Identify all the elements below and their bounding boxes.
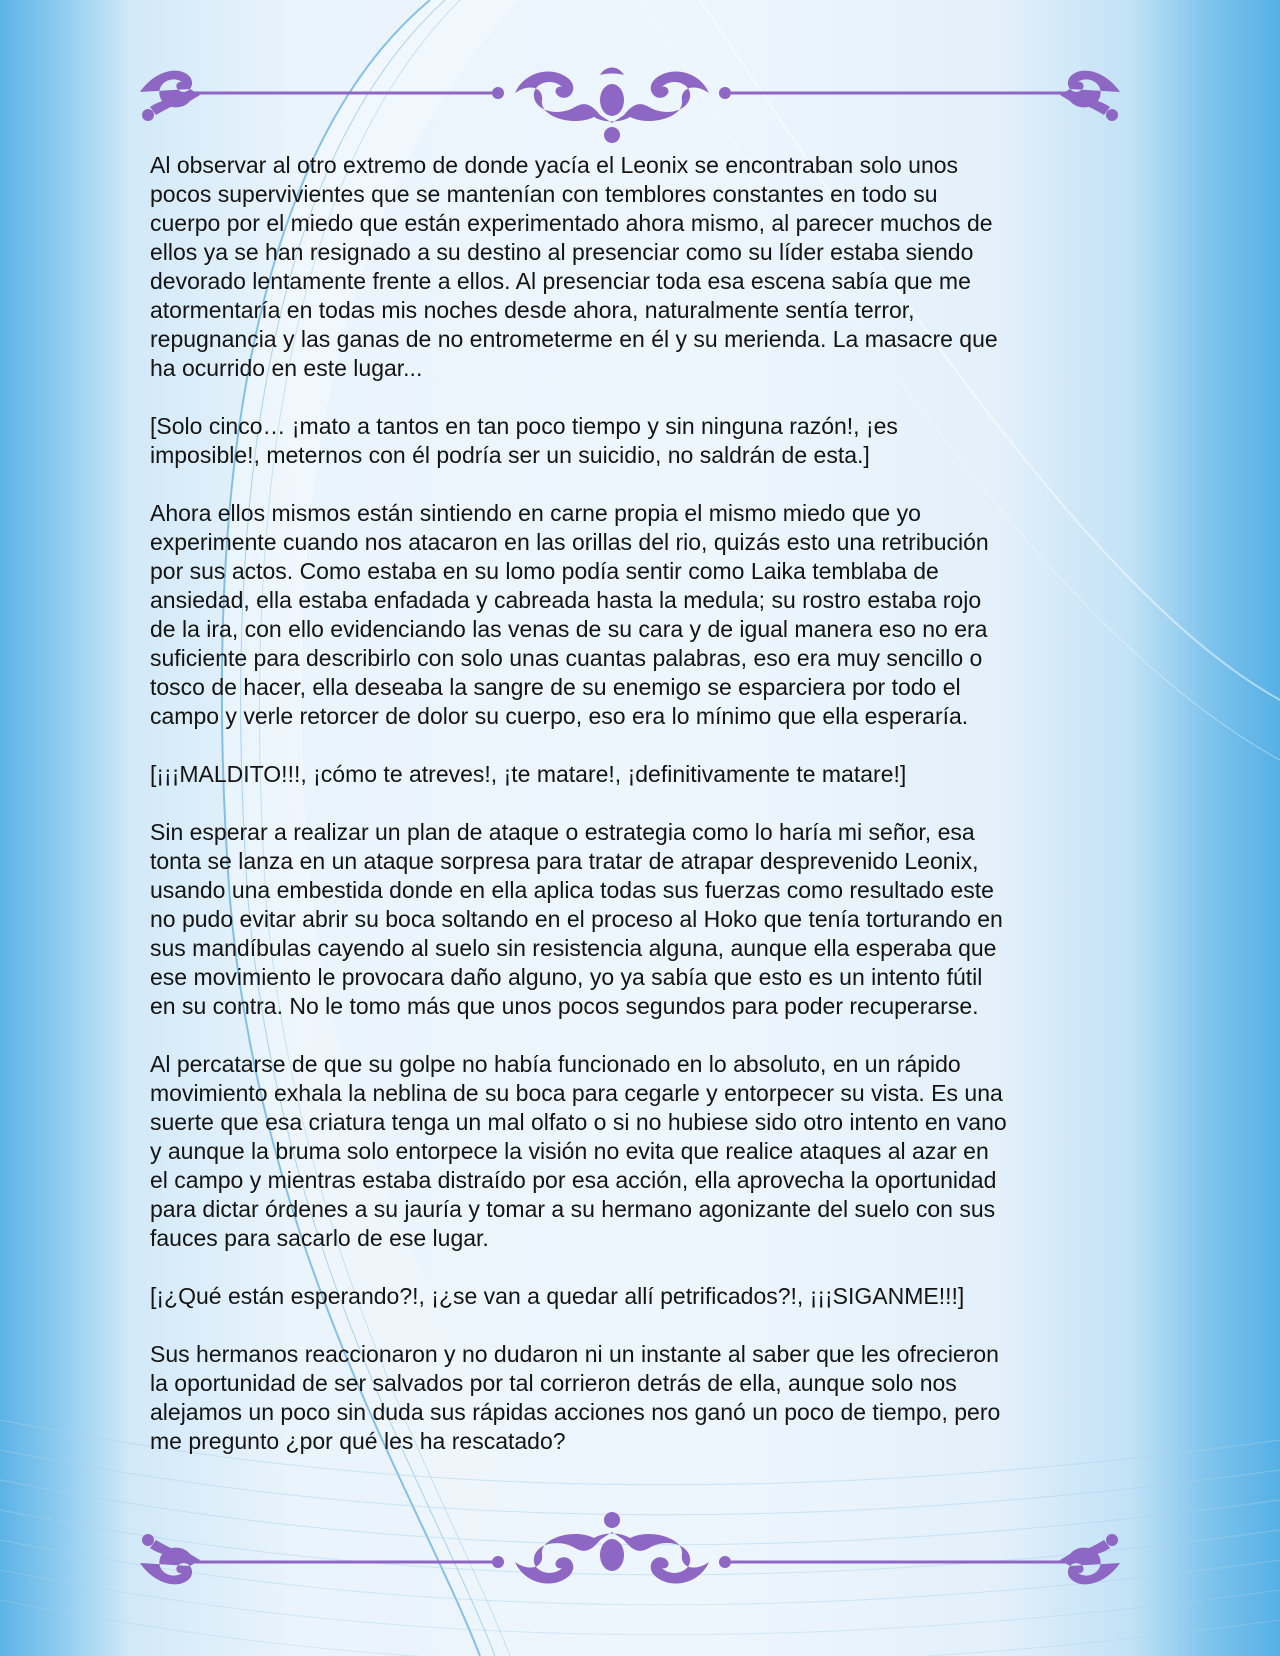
- paragraph: Ahora ellos mismos están sintiendo en carne propia el mismo miedo que yo experimente cuando nos atacaron en las orillas del rio, quizás esto una retribución por sus actos. Como estaba en su lomo podía sentir como Laika temblaba de ansiedad, ella estaba enfadada y cabreada hasta la medula; su rostro estaba rojo de la ira, con ello evidenciando las venas de su cara y de igual manera eso no era suficiente para describirlo con solo unas cuantas palabras, eso era muy sencillo o tosco de hacer, ella deseaba la sangre de su enemigo se esparciera por todo el campo y verle retorcer de dolor su cuerpo, eso era lo mínimo que ella esperaría.: [150, 500, 989, 729]
- scroll-divider-icon: [130, 1510, 1130, 1610]
- bottom-ornament: [130, 1510, 1130, 1610]
- scroll-divider-icon: [130, 45, 1130, 145]
- paragraph: [¡¿Qué están esperando?!, ¡¿se van a quedar allí petrificados?!, ¡¡¡SIGANME!!!]: [150, 1283, 965, 1309]
- top-ornament: [130, 45, 1130, 145]
- paragraph: Sin esperar a realizar un plan de ataque o estrategia como lo haría mi señor, esa tonta se lanza en un ataque sorpresa para tratar de atrapar desprevenido Leonix, usando una embestida donde en ella aplica todas sus fuerzas como resultado este no pudo evitar abrir su boca soltando en el proceso al Hoko que tenía torturando en sus mandíbulas cayendo al suelo sin resistencia alguna, aunque ella esperaba que ese movimiento le provocara daño alguno, yo ya sabía que esto es un intento fútil en su contra. No le tomo más que unos pocos segundos para poder recuperarse.: [150, 819, 1003, 1019]
- paragraph: [Solo cinco… ¡mato a tantos en tan poco tiempo y sin ninguna razón!, ¡es imposible!, meternos con él podría ser un suicidio, no saldrán de esta.]: [150, 413, 898, 468]
- paragraph: Sus hermanos reaccionaron y no dudaron ni un instante al saber que les ofrecieron la oportunidad de ser salvados por tal corrieron detrás de ella, aunque solo nos alejamos un poco sin duda sus rápidas acciones nos ganó un poco de tiempo, pero me pregunto ¿por qué les ha rescatado?: [150, 1341, 1001, 1454]
- document-body: [150, 151, 1100, 1485]
- paragraph: Al percatarse de que su golpe no había funcionado en lo absoluto, en un rápido movimiento exhala la neblina de su boca para cegarle y entorpecer su vista. Es una suerte que esa criatura tenga un mal olfato o si no hubiese sido otro intento en vano y aunque la bruma solo entorpece la visión no evita que realice ataques al azar en el campo y mientras estaba distraído por esa acción, ella aprovecha la oportunidad para dictar órdenes a su jauría y tomar a su hermano agonizante del suelo con sus fauces para sacarlo de ese lugar.: [150, 1051, 1007, 1251]
- paragraph: Al observar al otro extremo de donde yacía el Leonix se encontraban solo unos pocos supervivientes que se mantenían con temblores constantes en todo su cuerpo por el miedo que están experimentado ahora mismo, al parecer muchos de ellos ya se han resignado a su destino al presenciar como su líder estaba siendo devorado lentamente frente a ellos. Al presenciar toda esa escena sabía que me atormentaría en todas mis noches desde ahora, naturalmente sentía terror, repugnancia y las ganas de no entrometerme en él y su merienda. La masacre que ha ocurrido en este lugar...: [150, 152, 998, 381]
- paragraph: [¡¡¡MALDITO!!!, ¡cómo te atreves!, ¡te matare!, ¡definitivamente te matare!]: [150, 761, 907, 787]
